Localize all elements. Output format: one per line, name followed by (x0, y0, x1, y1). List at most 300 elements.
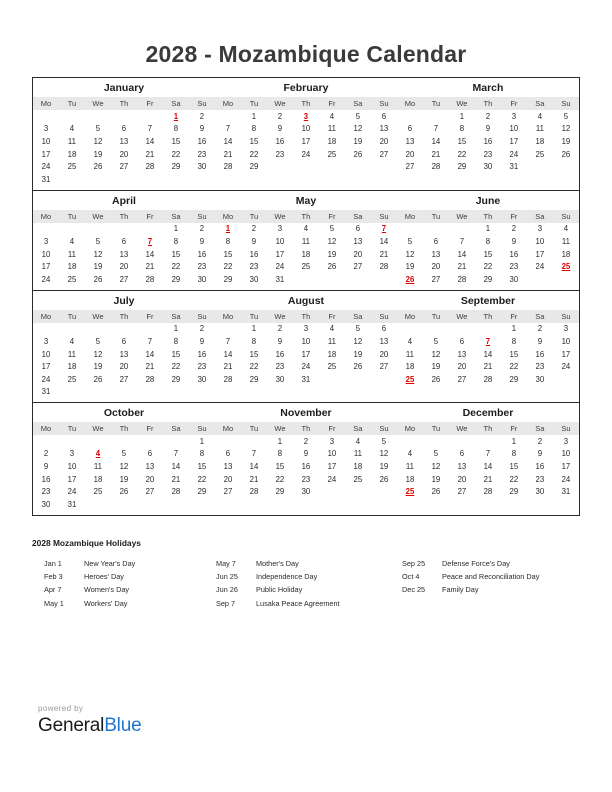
day-cell: 26 (93, 374, 103, 384)
day-cell: 4 (303, 224, 309, 234)
holiday-entry (216, 583, 402, 596)
day-cell: 11 (67, 136, 77, 146)
day-cell: 16 (41, 474, 51, 484)
day-cell-empty (475, 386, 501, 399)
week-row (33, 448, 215, 461)
day-cell-empty (527, 173, 553, 186)
day-cell: 25 (327, 149, 337, 159)
week-row (33, 360, 215, 373)
day-cell: 14 (249, 462, 259, 472)
day-cell-empty (397, 386, 423, 399)
week-row (397, 360, 579, 373)
day-cell: 21 (379, 249, 389, 259)
day-cell: 20 (119, 149, 129, 159)
day-cell: 22 (171, 362, 181, 372)
day-cell: 24 (67, 487, 77, 497)
month-spacer (397, 511, 579, 515)
day-cell-empty (345, 160, 371, 173)
day-cell: 12 (379, 449, 389, 459)
day-cell: 14 (379, 236, 389, 246)
week-row (215, 173, 397, 186)
month-grid (215, 97, 397, 186)
day-cell-empty (345, 485, 371, 498)
day-cell-holiday: 1 (225, 224, 231, 234)
day-cell: 7 (225, 124, 231, 134)
day-cell-holiday: 7 (147, 236, 153, 246)
day-cell: 4 (355, 436, 361, 446)
day-cell: 20 (119, 362, 129, 372)
day-cell: 13 (119, 136, 129, 146)
day-cell-empty (189, 386, 215, 399)
day-cell: 12 (353, 124, 363, 134)
day-cell-empty (397, 323, 423, 336)
month-grid (397, 422, 579, 511)
day-cell: 20 (145, 474, 155, 484)
month-name: June (475, 194, 501, 207)
month-grid (397, 97, 579, 186)
day-cell: 21 (431, 149, 441, 159)
day-cell: 11 (327, 336, 336, 346)
holiday-entry (44, 583, 216, 596)
weekday-header-th: Th (293, 210, 319, 223)
weekday-header-row (33, 422, 215, 435)
day-cell: 17 (535, 249, 545, 259)
holiday-entry (44, 557, 216, 570)
day-cell: 6 (407, 124, 413, 134)
day-cell-empty (59, 110, 85, 123)
day-cell: 19 (379, 462, 389, 472)
week-row (215, 248, 397, 261)
weekday-header-fr: Fr (319, 210, 345, 223)
month-block-december (397, 403, 579, 515)
day-cell: 29 (249, 162, 259, 172)
week-row (33, 223, 215, 236)
day-cell-empty (345, 273, 371, 286)
month-spacer (215, 398, 397, 402)
day-cell: 16 (301, 462, 311, 472)
weekday-header-tu: Tu (423, 422, 449, 435)
month-name: October (103, 407, 145, 420)
day-cell: 8 (173, 336, 179, 346)
weekday-header-mo: Mo (397, 97, 423, 110)
weekday-header-tu: Tu (59, 210, 85, 223)
day-cell: 14 (145, 349, 155, 359)
day-cell: 16 (483, 136, 493, 146)
day-cell: 21 (457, 262, 467, 272)
holiday-entry (44, 570, 216, 583)
day-cell: 30 (535, 487, 545, 497)
day-cell: 25 (535, 149, 545, 159)
week-row (397, 135, 579, 148)
day-cell: 12 (431, 349, 441, 359)
week-row (33, 473, 215, 486)
weekday-header-su: Su (553, 210, 579, 223)
month-grid (33, 210, 215, 286)
day-cell-empty (163, 435, 189, 448)
day-cell: 11 (67, 349, 77, 359)
day-cell: 6 (121, 236, 127, 246)
week-row (33, 435, 215, 448)
month-spacer (397, 398, 579, 402)
day-cell-empty (553, 386, 579, 399)
day-cell: 17 (275, 249, 285, 259)
day-cell: 13 (119, 249, 129, 259)
week-row (215, 460, 397, 473)
day-cell: 31 (509, 162, 519, 172)
day-cell: 28 (379, 262, 389, 272)
day-cell: 24 (561, 362, 571, 372)
day-cell: 20 (405, 149, 415, 159)
holiday-date: Jun 25 (216, 572, 238, 582)
day-cell: 4 (537, 111, 543, 121)
day-cell: 29 (171, 274, 181, 284)
day-cell: 9 (537, 449, 543, 459)
day-cell: 27 (379, 149, 389, 159)
day-cell: 12 (431, 462, 441, 472)
day-cell: 18 (535, 136, 545, 146)
holiday-entry (216, 557, 402, 570)
day-cell: 21 (145, 149, 155, 159)
day-cell: 2 (199, 111, 205, 121)
day-cell: 15 (249, 136, 259, 146)
day-cell: 3 (329, 436, 335, 446)
week-row (397, 110, 579, 123)
weekday-header-sa: Sa (345, 422, 371, 435)
holiday-name: Mother's Day (256, 559, 299, 568)
day-cell: 18 (405, 362, 415, 372)
day-cell: 13 (457, 349, 467, 359)
day-cell: 21 (223, 149, 233, 159)
weekday-header-sa: Sa (163, 210, 189, 223)
day-cell-empty (137, 498, 163, 511)
holiday-name: New Year's Day (84, 559, 136, 568)
month-name: May (295, 194, 317, 207)
day-cell: 1 (277, 436, 283, 446)
day-cell-empty (553, 173, 579, 186)
day-cell: 28 (171, 487, 181, 497)
week-row (33, 135, 215, 148)
day-cell: 5 (381, 436, 387, 446)
month-spacer (215, 186, 397, 190)
day-cell: 15 (275, 462, 285, 472)
day-cell-empty (553, 273, 579, 286)
day-cell-empty (85, 223, 111, 236)
weekday-header-row (397, 97, 579, 110)
day-cell: 6 (121, 124, 127, 134)
day-cell-empty (111, 386, 137, 399)
day-cell: 18 (405, 474, 415, 484)
day-cell-empty (449, 223, 475, 236)
month-name: November (280, 407, 332, 420)
day-cell: 11 (405, 462, 414, 472)
day-cell-empty (319, 373, 345, 386)
day-cell: 15 (171, 349, 181, 359)
month-block-august (215, 291, 397, 403)
day-cell-empty (345, 498, 371, 511)
holiday-name: Workers' Day (84, 598, 128, 608)
day-cell: 8 (511, 336, 517, 346)
weekday-header-sa: Sa (527, 210, 553, 223)
day-cell: 9 (199, 124, 205, 134)
day-cell: 22 (509, 362, 519, 372)
month-spacer (397, 186, 579, 190)
day-cell: 28 (223, 162, 233, 172)
month-block-february (215, 78, 397, 190)
month-block-january (33, 78, 215, 190)
weekday-header-we: We (267, 210, 293, 223)
day-cell: 4 (329, 324, 335, 334)
week-row (215, 123, 397, 136)
day-cell: 1 (485, 224, 491, 234)
day-cell: 8 (225, 236, 231, 246)
day-cell: 6 (459, 336, 465, 346)
day-cell: 3 (69, 449, 75, 459)
day-cell: 23 (197, 262, 207, 272)
weekday-header-mo: Mo (33, 422, 59, 435)
brand-footer (38, 703, 268, 737)
day-cell: 15 (457, 136, 467, 146)
month-name: March (472, 82, 504, 94)
day-cell: 23 (197, 149, 207, 159)
day-cell-empty (293, 160, 319, 173)
day-cell: 27 (379, 362, 389, 372)
day-cell: 25 (67, 274, 77, 284)
day-cell-empty (475, 435, 501, 448)
weekday-header-su: Su (553, 422, 579, 435)
day-cell: 29 (249, 374, 259, 384)
holiday-entry (402, 557, 580, 570)
day-cell: 21 (483, 474, 493, 484)
day-cell: 23 (275, 149, 285, 159)
day-cell: 13 (405, 136, 415, 146)
week-row (397, 323, 579, 336)
day-cell: 20 (353, 249, 363, 259)
week-row (397, 160, 579, 173)
day-cell: 11 (353, 449, 362, 459)
day-cell: 5 (433, 336, 439, 346)
holiday-entry (216, 597, 402, 610)
day-cell: 10 (41, 136, 51, 146)
month-spacer (33, 511, 215, 515)
day-cell: 17 (561, 462, 571, 472)
week-row (215, 448, 397, 461)
month-block-june (397, 191, 579, 290)
day-cell: 24 (535, 262, 545, 272)
day-cell: 31 (67, 499, 77, 509)
weekday-header-mo: Mo (215, 422, 241, 435)
weekday-header-we: We (449, 97, 475, 110)
holiday-entry (216, 570, 402, 583)
day-cell: 6 (381, 324, 387, 334)
day-cell: 10 (41, 349, 51, 359)
day-cell: 28 (483, 374, 493, 384)
weekday-header-row (215, 210, 397, 223)
weekday-header-we: We (267, 422, 293, 435)
day-cell-empty (319, 173, 345, 186)
day-cell-empty (371, 485, 397, 498)
day-cell: 7 (251, 449, 257, 459)
holiday-name: Lusaka Peace Agreement (256, 598, 340, 608)
week-row (33, 173, 215, 186)
day-cell: 17 (509, 136, 519, 146)
weekday-header-su: Su (371, 422, 397, 435)
day-cell-empty (475, 323, 501, 336)
day-cell: 4 (69, 124, 75, 134)
day-cell: 16 (275, 136, 285, 146)
day-cell-empty (345, 373, 371, 386)
day-cell-empty (267, 173, 293, 186)
weekday-header-mo: Mo (33, 310, 59, 323)
month-spacer (33, 186, 215, 190)
week-row (33, 335, 215, 348)
brand-name-first: General (38, 715, 105, 736)
weekday-header-th: Th (293, 422, 319, 435)
weekday-header-we: We (449, 210, 475, 223)
day-cell: 12 (353, 336, 363, 346)
day-cell: 7 (173, 449, 179, 459)
day-cell-empty (59, 435, 85, 448)
weekday-header-su: Su (553, 97, 579, 110)
day-cell: 30 (535, 374, 545, 384)
day-cell-empty (189, 498, 215, 511)
day-cell: 30 (41, 499, 51, 509)
day-cell-empty (111, 323, 137, 336)
day-cell: 14 (483, 349, 493, 359)
day-cell: 28 (145, 374, 155, 384)
day-cell-empty (527, 386, 553, 399)
day-cell: 12 (561, 124, 571, 134)
day-cell: 1 (173, 324, 179, 334)
day-cell: 10 (275, 236, 285, 246)
week-row (215, 160, 397, 173)
day-cell: 2 (199, 224, 205, 234)
day-cell: 5 (95, 124, 101, 134)
day-cell: 29 (483, 274, 493, 284)
day-cell-empty (397, 435, 423, 448)
holiday-date: Oct 4 (402, 572, 420, 582)
day-cell: 21 (171, 474, 181, 484)
day-cell: 8 (277, 449, 283, 459)
day-cell: 10 (301, 336, 311, 346)
weekday-header-fr: Fr (501, 310, 527, 323)
week-row (397, 173, 579, 186)
day-cell: 11 (67, 249, 77, 259)
day-cell: 14 (483, 462, 493, 472)
day-cell: 26 (119, 487, 129, 497)
day-cell: 18 (327, 349, 337, 359)
week-row (33, 386, 215, 399)
day-cell: 22 (275, 474, 285, 484)
day-cell: 6 (121, 336, 127, 346)
weekday-header-tu: Tu (59, 97, 85, 110)
day-cell: 29 (197, 487, 207, 497)
day-cell: 26 (353, 149, 363, 159)
day-cell: 9 (537, 336, 543, 346)
day-cell: 31 (301, 374, 311, 384)
holiday-date: Sep 25 (402, 559, 426, 568)
day-cell-empty (423, 323, 449, 336)
weekday-header-th: Th (111, 310, 137, 323)
day-cell-empty (215, 386, 241, 399)
day-cell: 30 (301, 487, 311, 497)
weekday-header-th: Th (111, 210, 137, 223)
day-cell: 15 (171, 136, 181, 146)
day-cell: 30 (483, 162, 493, 172)
month-name: December (462, 407, 514, 420)
day-cell: 28 (457, 274, 467, 284)
weekday-header-th: Th (111, 97, 137, 110)
day-cell: 13 (457, 462, 467, 472)
day-cell: 27 (223, 487, 233, 497)
weekday-header-we: We (85, 97, 111, 110)
day-cell: 17 (41, 362, 51, 372)
day-cell: 7 (459, 236, 465, 246)
day-cell-empty (85, 323, 111, 336)
day-cell-empty (85, 386, 111, 399)
day-cell-empty (397, 498, 423, 511)
weekday-header-tu: Tu (241, 97, 267, 110)
day-cell-empty (371, 373, 397, 386)
week-row (397, 248, 579, 261)
day-cell: 10 (561, 449, 571, 459)
day-cell: 24 (301, 362, 311, 372)
day-cell-empty (241, 173, 267, 186)
week-row (33, 248, 215, 261)
day-cell: 27 (145, 487, 155, 497)
day-cell: 15 (249, 349, 259, 359)
day-cell-empty (319, 498, 345, 511)
weekday-header-we: We (85, 210, 111, 223)
weekday-header-row (33, 310, 215, 323)
month-grid (33, 422, 215, 511)
day-cell: 19 (93, 262, 103, 272)
day-cell: 8 (511, 449, 517, 459)
day-cell-empty (85, 110, 111, 123)
day-cell-empty (137, 223, 163, 236)
brand-name (38, 714, 268, 737)
month-block-march (397, 78, 579, 190)
day-cell: 31 (41, 174, 51, 184)
day-cell-holiday: 3 (303, 111, 309, 121)
weekday-header-sa: Sa (345, 310, 371, 323)
month-block-november (215, 403, 397, 515)
week-row (397, 235, 579, 248)
day-cell: 14 (223, 349, 233, 359)
weekday-header-sa: Sa (345, 210, 371, 223)
weekday-header-we: We (449, 310, 475, 323)
weekday-header-fr: Fr (501, 97, 527, 110)
holiday-date: Feb 3 (44, 572, 63, 582)
day-cell: 22 (509, 474, 519, 484)
day-cell: 3 (563, 436, 569, 446)
day-cell: 11 (93, 462, 102, 472)
day-cell: 25 (301, 262, 311, 272)
weekday-header-su: Su (371, 97, 397, 110)
day-cell: 20 (457, 474, 467, 484)
week-row (215, 485, 397, 498)
weekday-header-tu: Tu (241, 210, 267, 223)
day-cell: 25 (67, 374, 77, 384)
weekday-header-row (33, 210, 215, 223)
day-cell: 19 (431, 474, 441, 484)
day-cell: 12 (93, 349, 103, 359)
weekday-header-we: We (85, 422, 111, 435)
day-cell: 14 (145, 249, 155, 259)
day-cell: 3 (537, 224, 543, 234)
month-grid (33, 97, 215, 186)
day-cell: 11 (535, 124, 544, 134)
day-cell: 5 (407, 236, 413, 246)
